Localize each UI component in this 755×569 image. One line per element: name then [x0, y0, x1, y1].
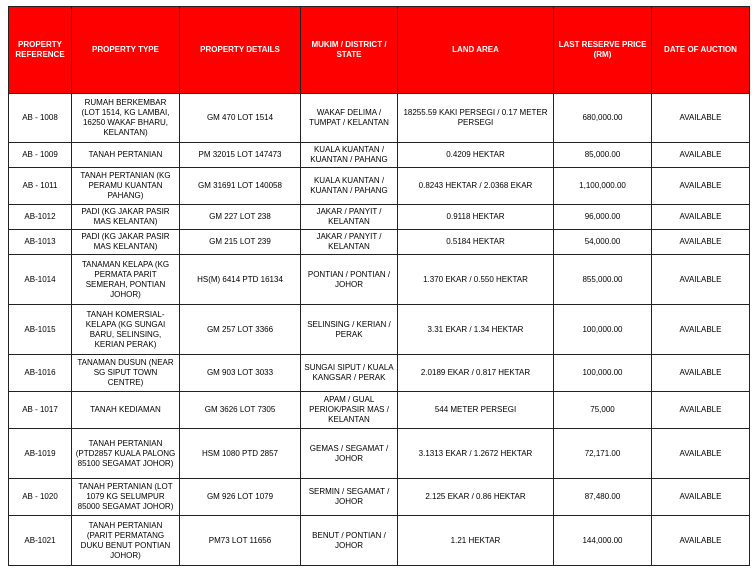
cell-property-details: GM 227 LOT 238 — [180, 205, 301, 230]
cell-property-reference: AB - 1017 — [9, 392, 72, 429]
cell-property-reference: AB-1014 — [9, 255, 72, 305]
cell-property-type: TANAH PERTANIAN (KG PERAMU KUANTAN PAHANG) — [72, 168, 180, 205]
cell-property-details: GM 926 LOT 1079 — [180, 479, 301, 516]
cell-property-details: GM 215 LOT 239 — [180, 230, 301, 255]
table-row — [9, 94, 750, 143]
cell-property-reference: AB - 1009 — [9, 143, 72, 168]
cell-land-area: 0.5184 HEKTAR — [398, 230, 554, 255]
cell-property-type: TANAMAN KELAPA (KG PERMATA PARIT SEMERAH, PONTIAN JOHOR) — [72, 255, 180, 305]
cell-date-of-auction: AVAILABLE — [652, 205, 750, 230]
table-row — [9, 143, 750, 168]
cell-land-area: 544 METER PERSEGI — [398, 392, 554, 429]
cell-location: JAKAR / PANYIT / KELANTAN — [301, 230, 398, 255]
cell-property-type: TANAMAN DUSUN (NEAR SG SIPUT TOWN CENTRE) — [72, 355, 180, 392]
cell-property-details: GM 3626 LOT 7305 — [180, 392, 301, 429]
cell-reserve-price: 87,480.00 — [554, 479, 652, 516]
cell-property-details: PM73 LOT 11656 — [180, 516, 301, 566]
table-row — [9, 429, 750, 479]
cell-land-area: 2.125 EKAR / 0.86 HEKTAR — [398, 479, 554, 516]
header-date-of-auction: DATE OF AUCTION — [652, 7, 750, 94]
cell-property-reference: AB-1012 — [9, 205, 72, 230]
cell-property-reference: AB-1021 — [9, 516, 72, 566]
cell-reserve-price: 75,000 — [554, 392, 652, 429]
cell-property-reference: AB-1015 — [9, 305, 72, 355]
cell-location: SUNGAI SIPUT / KUALA KANGSAR / PERAK — [301, 355, 398, 392]
table-row — [9, 355, 750, 392]
cell-property-reference: AB-1019 — [9, 429, 72, 479]
cell-reserve-price: 54,000.00 — [554, 230, 652, 255]
cell-property-details: GM 470 LOT 1514 — [180, 94, 301, 143]
cell-property-type: TANAH PERTANIAN (LOT 1079 KG SELUMPUR 85000 SEGAMAT JOHOR) — [72, 479, 180, 516]
cell-property-type: TANAH PERTANIAN — [72, 143, 180, 168]
cell-reserve-price: 855,000.00 — [554, 255, 652, 305]
table-row — [9, 479, 750, 516]
cell-reserve-price: 1,100,000.00 — [554, 168, 652, 205]
cell-reserve-price: 85,000.00 — [554, 143, 652, 168]
cell-property-type: PADI (KG JAKAR PASIR MAS KELANTAN) — [72, 230, 180, 255]
cell-location: JAKAR / PANYIT / KELANTAN — [301, 205, 398, 230]
cell-land-area: 3.1313 EKAR / 1.2672 HEKTAR — [398, 429, 554, 479]
cell-location: APAM / GUAL PERIOK/PASIR MAS / KELANTAN — [301, 392, 398, 429]
cell-date-of-auction: AVAILABLE — [652, 94, 750, 143]
cell-date-of-auction: AVAILABLE — [652, 168, 750, 205]
cell-date-of-auction: AVAILABLE — [652, 255, 750, 305]
table-row — [9, 392, 750, 429]
table-row — [9, 305, 750, 355]
cell-property-type: TANAH PERTANIAN (PARIT PERMATANG DUKU BENUT PONTIAN JOHOR) — [72, 516, 180, 566]
cell-land-area: 0.8243 HEKTAR / 2.0368 EKAR — [398, 168, 554, 205]
cell-property-type: TANAH KEDIAMAN — [72, 392, 180, 429]
cell-property-details: HSM 1080 PTD 2857 — [180, 429, 301, 479]
cell-property-type: RUMAH BERKEMBAR (LOT 1514, KG LAMBAI, 16250 WAKAF BHARU, KELANTAN) — [72, 94, 180, 143]
property-auction-table — [8, 6, 750, 566]
table-row — [9, 255, 750, 305]
cell-property-reference: AB-1013 — [9, 230, 72, 255]
cell-date-of-auction: AVAILABLE — [652, 516, 750, 566]
cell-property-details: HS(M) 6414 PTD 16134 — [180, 255, 301, 305]
cell-location: SERMIN / SEGAMAT / JOHOR — [301, 479, 398, 516]
table-row — [9, 205, 750, 230]
cell-reserve-price: 680,000.00 — [554, 94, 652, 143]
cell-property-type: PADI (KG JAKAR PASIR MAS KELANTAN) — [72, 205, 180, 230]
cell-land-area: 0.4209 HEKTAR — [398, 143, 554, 168]
cell-land-area: 2.0189 EKAR / 0.817 HEKTAR — [398, 355, 554, 392]
cell-date-of-auction: AVAILABLE — [652, 355, 750, 392]
table-header-row — [9, 7, 750, 94]
cell-location: KUALA KUANTAN / KUANTAN / PAHANG — [301, 143, 398, 168]
header-property-reference: PROPERTY REFERENCE — [9, 7, 72, 94]
header-reserve-price: LAST RESERVE PRICE (RM) — [554, 7, 652, 94]
cell-location: PONTIAN / PONTIAN / JOHOR — [301, 255, 398, 305]
header-property-details: PROPERTY DETAILS — [180, 7, 301, 94]
cell-date-of-auction: AVAILABLE — [652, 479, 750, 516]
cell-date-of-auction: AVAILABLE — [652, 230, 750, 255]
cell-property-reference: AB - 1008 — [9, 94, 72, 143]
cell-property-type: TANAH PERTANIAN (PTD2857 KUALA PALONG 85100 SEGAMAT JOHOR) — [72, 429, 180, 479]
cell-reserve-price: 100,000.00 — [554, 305, 652, 355]
cell-land-area: 1.370 EKAR / 0.550 HEKTAR — [398, 255, 554, 305]
cell-location: BENUT / PONTIAN / JOHOR — [301, 516, 398, 566]
header-location: MUKIM / DISTRICT / STATE — [301, 7, 398, 94]
cell-location: GEMAS / SEGAMAT / JOHOR — [301, 429, 398, 479]
cell-land-area: 0.9118 HEKTAR — [398, 205, 554, 230]
cell-location: WAKAF DELIMA / TUMPAT / KELANTAN — [301, 94, 398, 143]
cell-reserve-price: 100,000.00 — [554, 355, 652, 392]
cell-property-reference: AB - 1020 — [9, 479, 72, 516]
cell-land-area: 3.31 EKAR / 1.34 HEKTAR — [398, 305, 554, 355]
cell-property-reference: AB - 1011 — [9, 168, 72, 205]
cell-location: SELINSING / KERIAN / PERAK — [301, 305, 398, 355]
cell-reserve-price: 144,000.00 — [554, 516, 652, 566]
table-row — [9, 516, 750, 566]
cell-property-type: TANAH KOMERSIAL-KELAPA (KG SUNGAI BARU, SELINSING, KERIAN PERAK) — [72, 305, 180, 355]
header-land-area: LAND AREA — [398, 7, 554, 94]
table-row — [9, 168, 750, 205]
cell-property-details: GM 257 LOT 3366 — [180, 305, 301, 355]
cell-date-of-auction: AVAILABLE — [652, 392, 750, 429]
cell-property-details: GM 903 LOT 3033 — [180, 355, 301, 392]
cell-date-of-auction: AVAILABLE — [652, 143, 750, 168]
cell-date-of-auction: AVAILABLE — [652, 305, 750, 355]
cell-date-of-auction: AVAILABLE — [652, 429, 750, 479]
cell-land-area: 1.21 HEKTAR — [398, 516, 554, 566]
cell-reserve-price: 96,000.00 — [554, 205, 652, 230]
cell-land-area: 18255.59 KAKI PERSEGI / 0.17 METER PERSEGI — [398, 94, 554, 143]
cell-property-reference: AB-1016 — [9, 355, 72, 392]
cell-property-details: PM 32015 LOT 147473 — [180, 143, 301, 168]
cell-location: KUALA KUANTAN / KUANTAN / PAHANG — [301, 168, 398, 205]
header-property-type: PROPERTY TYPE — [72, 7, 180, 94]
cell-reserve-price: 72,171.00 — [554, 429, 652, 479]
table-row — [9, 230, 750, 255]
cell-property-details: GM 31691 LOT 140058 — [180, 168, 301, 205]
